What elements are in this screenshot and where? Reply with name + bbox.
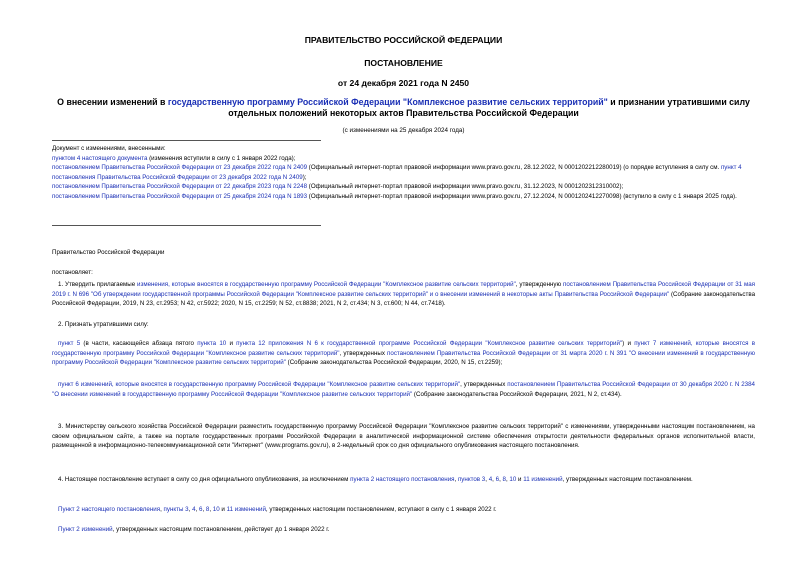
paragraph-4 — [52, 475, 755, 485]
p4-text: , — [505, 476, 510, 483]
change-link[interactable]: постановлением Правительства Российской Федерации от 23 декабря 2022 года N 2409 — [52, 164, 308, 172]
title-prefix: О внесении изменений в — [57, 97, 168, 107]
p4-link[interactable]: пунктов 3 — [457, 476, 486, 483]
p5-link[interactable]: 11 изменений — [226, 506, 266, 513]
p5-text: , утвержденных настоящим постановлением, вступают в силу с 1 января 2022 г. — [265, 506, 497, 513]
change-link[interactable]: пункт 4 постановления Правительства Российской Федерации от 23 декабря 2022 года N 2409 — [52, 164, 742, 181]
p2b-text: , утвержденных — [460, 381, 508, 388]
p5-link[interactable]: 6 — [198, 506, 203, 513]
paragraph-2b — [52, 380, 755, 399]
title-suffix: и признании утратившими силу отдельных положений некоторых актов Правительства Российской Федерации — [228, 97, 750, 118]
p1-text: , утвержденную — [515, 281, 564, 288]
p6-text: , утвержденных настоящим постановлением, действует до 1 января 2022 г. — [112, 526, 330, 533]
paragraph-2: 2. Признать утратившими силу: — [58, 321, 149, 328]
p4-text: , утвержденных настоящим постановлением. — [562, 476, 693, 483]
p2b-link[interactable]: пункт 6 изменений, которые вносятся в государственную программу Российской Федерации "Комплексное развитие сельских территорий" — [58, 381, 461, 388]
p4-text: , — [485, 476, 489, 483]
p5-link[interactable]: 10 — [212, 506, 220, 513]
change-link[interactable]: пунктом 4 настоящего документа — [52, 154, 148, 162]
change-text: ); — [302, 173, 307, 181]
divider-bottom — [52, 225, 321, 226]
title-program-link[interactable]: государственную программу Российской Федерации "Комплексное развитие сельских территорий" — [167, 97, 608, 107]
p4-text: 4. Настоящее постановление вступает в силу со дня официального опубликования, за исключением — [58, 476, 351, 483]
p4-link[interactable]: 10 — [509, 476, 517, 483]
paragraph-2a — [52, 339, 755, 368]
divider-top — [52, 140, 321, 141]
change-item — [52, 163, 755, 182]
p5-link[interactable]: Пункт 2 настоящего постановления — [58, 506, 161, 513]
p4-link[interactable]: пункта 2 настоящего постановления — [350, 476, 455, 483]
p5-text: , — [202, 506, 206, 513]
p2a-link[interactable]: пункта 12 приложения N 6 к государственной программе Российской Федерации "Комплексное развитие сельских территорий" — [236, 340, 623, 347]
p2a-text: и — [226, 340, 237, 347]
p2a-link[interactable]: пункт 5 — [58, 340, 81, 347]
p5-text: , — [160, 506, 164, 513]
change-link[interactable]: постановлением Правительства Российской Федерации от 25 декабря 2024 года N 1893 — [52, 192, 308, 200]
change-text: (Официальный интернет-портал правовой информации www.pravo.gov.ru, 27.12.2024, N 0001202412270098) (вступило в силу с 1 января 2025 года). — [307, 192, 737, 200]
change-item — [52, 154, 755, 164]
p2a-link[interactable]: постановлением Правительства Российской Федерации от 31 марта 2020 г. N 391 "О внесении изменений в государственную программу Российской Федерации "Комплексное развитие сельских территорий" — [52, 349, 755, 367]
p4-link[interactable]: 11 изменений — [523, 476, 563, 483]
p5-link[interactable]: пункты 3 — [163, 506, 189, 513]
document-type: ПОСТАНОВЛЕНИЕ — [364, 58, 443, 68]
document-title — [52, 97, 755, 119]
p6-link[interactable]: Пункт 2 изменений — [58, 526, 113, 533]
p2a-text: (Собрание законодательства Российской Федерации, 2020, N 15, ст.2259); — [285, 359, 503, 367]
changes-intro: Документ с изменениями, внесенными: — [52, 145, 166, 152]
p5-text: , — [188, 506, 193, 513]
p4-text: и — [516, 476, 524, 483]
p4-link[interactable]: 8 — [502, 476, 506, 483]
revision-note: (с изменениями на 25 декабря 2024 года) — [342, 127, 465, 134]
government-heading: ПРАВИТЕЛЬСТВО РОССИЙСКОЙ ФЕДЕРАЦИИ — [304, 35, 503, 45]
change-text: (Официальный интернет-портал правовой информации www.pravo.gov.ru, 28.12.2022, N 0001202212280019) (о порядке вступления в силу см. — [307, 164, 721, 172]
p2a-text: ) и — [622, 340, 635, 347]
document-date: от 24 декабря 2021 года N 2450 — [337, 78, 470, 88]
paragraph-3: 3. Министерству сельского хозяйства Российской Федерации разместить государственную программу Российской Федерации "Комплексное развитие сельских территорий" с изменениями, утвержденными настоящим постановлением, на своем официальном сайте, а также на портале государственных программ Российской Федерации в аналитической информационной системе обеспечения открытости деятельности федеральных органов исполнительной власти, размещенной в информационно-телекоммуникационной сети "Интернет" (www.programs.gov.ru), в 2-недельный срок со дня официального опубликования настоящего постановления. — [52, 423, 755, 450]
p2b-text: (Собрание законодательства Российской Федерации, 2021, N 2, ст.434). — [412, 390, 622, 398]
p2a-link[interactable]: пункта 10 — [197, 340, 227, 347]
p4-text: , — [492, 476, 496, 483]
change-text: (Официальный интернет-портал правовой информации www.pravo.gov.ru, 31.12.2023, N 0001202312310002); — [307, 183, 624, 191]
p5-text: , — [195, 506, 199, 513]
p4-text: , — [454, 476, 458, 483]
p1-changes-link[interactable]: изменения, которые вносятся в государственную программу Российской Федерации "Комплексное развитие сельских территорий" — [137, 281, 516, 288]
p5-text: , — [209, 506, 213, 513]
paragraph-1 — [52, 280, 755, 309]
change-item — [52, 182, 755, 192]
p2a-text: , утвержденных — [339, 349, 388, 357]
change-item — [52, 192, 755, 202]
changes-block — [52, 144, 755, 202]
decrees-line: постановляет: — [52, 269, 93, 276]
government-line: Правительство Российской Федерации — [52, 249, 165, 256]
p4-link[interactable]: 6 — [495, 476, 500, 483]
p4-link[interactable]: 4 — [488, 476, 493, 483]
p5-text: и — [219, 506, 227, 513]
paragraph-6 — [52, 525, 755, 535]
p1-decree-link[interactable]: постановлением Правительства Российской Федерации от 31 мая 2019 г. N 696 "Об утверждении государственной программы Российской Федерации "Комплексное развитие сельских территорий" и о внесении изменений в некоторые акты Правительства Российской Федерации" — [52, 281, 756, 298]
p2b-link[interactable]: постановлением Правительства Российской Федерации от 30 декабря 2020 г. N 2384 "О внесении изменений в государственную программу Российской Федерации "Комплексное развитие сельских территорий" — [52, 381, 755, 398]
p4-text: , — [499, 476, 503, 483]
change-link[interactable]: постановлением Правительства Российской Федерации от 22 декабря 2023 года N 2248 — [52, 183, 308, 191]
p2a-text: (в части, касающейся абзаца пятого — [80, 340, 198, 347]
change-text: (изменения вступили в силу с 1 января 2022 года); — [147, 154, 296, 162]
p5-link[interactable]: 4 — [192, 506, 196, 513]
p2a-link[interactable]: пункт 7 изменений, которые вносятся в государственную программу Российской Федерации "Комплексное развитие сельских территорий" — [52, 340, 755, 357]
p1-text: 1. Утвердить прилагаемые — [58, 281, 138, 288]
paragraph-5 — [52, 505, 755, 515]
p5-link[interactable]: 8 — [205, 506, 210, 513]
p1-text: (Собрание законодательства Российской Федерации, 2019, N 23, ст.2953; N 42, ст.5922; 2020, N 15, ст.2259; N 52, ст.8838; 2021, N 2, ст.434; N 3, ст.600; N 44, ст.7418). — [52, 290, 756, 308]
